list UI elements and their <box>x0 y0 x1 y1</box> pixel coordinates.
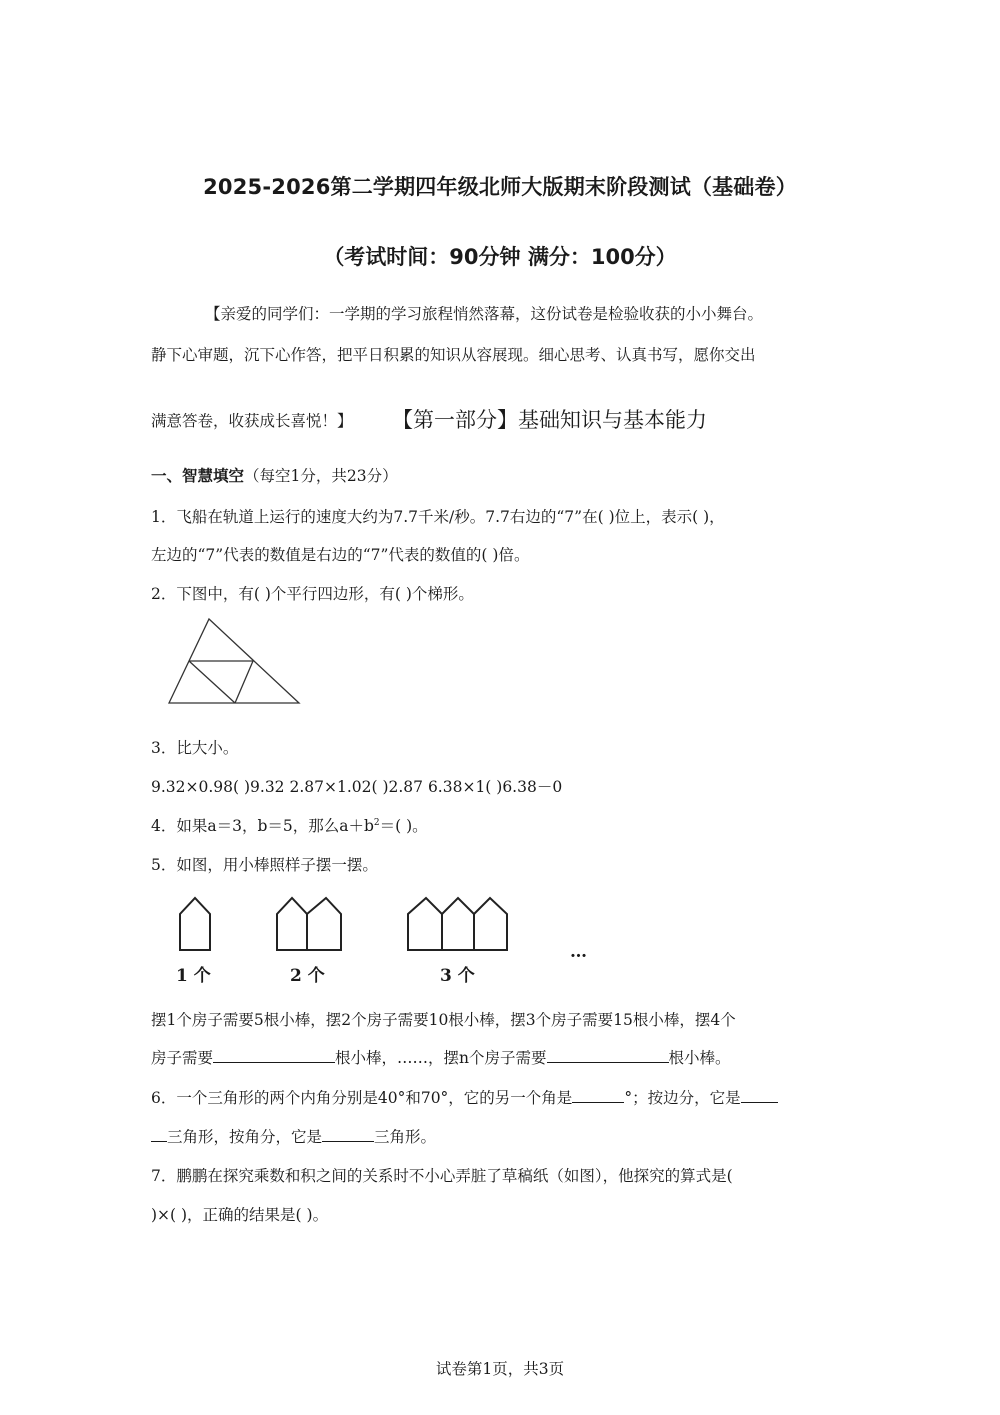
q5-line-2: 摆1个房子需要5根小棒，摆2个房子需要10根小棒，摆3个房子需要15根小棒，摆4个 <box>151 1011 736 1029</box>
triangle-figure <box>165 615 305 710</box>
q6-text-c: 三角形，按角分，它是 <box>167 1128 323 1146</box>
q3-line-1: 3．比大小。 <box>151 739 239 757</box>
q1-line-1: 1．飞船在轨道上运行的速度大约为7.7千米/秒。7.7右边的“7”在( )位上，表示( )， <box>151 508 725 526</box>
section-title: 一、智慧填空 <box>151 467 245 485</box>
q4-line <box>151 814 428 836</box>
q4-text-a: 4．如果a＝3，b＝5，那么a＋b <box>151 817 374 835</box>
q6-blank-side-type-a[interactable] <box>741 1088 778 1103</box>
q6-text-d: 三角形。 <box>374 1128 437 1146</box>
q1-line-2: 左边的“7”代表的数值是右边的“7”代表的数值的( )倍。 <box>151 546 530 564</box>
intro-line-3: 满意答卷，收获成长喜悦！】 <box>151 412 353 430</box>
q5-text-c: 根小棒。 <box>668 1049 731 1067</box>
q5-line-3 <box>151 1046 731 1068</box>
page-title: 2025-2026第二学期四年级北师大版期末阶段测试（基础卷） <box>203 175 797 199</box>
q4-text-b: ＝( )。 <box>379 817 428 835</box>
q6-line-2 <box>151 1125 436 1147</box>
q6-line-1 <box>151 1086 778 1108</box>
q6-blank-angle[interactable] <box>572 1088 624 1103</box>
q4-exponent: 2 <box>373 817 380 828</box>
q6-blank-side-type-b[interactable] <box>151 1127 167 1142</box>
house-label-1: 1 个 <box>176 966 211 986</box>
intro-line-2: 静下心审题，沉下心作答，把平日积累的知识从容展现。细心思考、认真书写，愿你交出 <box>151 346 756 364</box>
q6-text-a: 6．一个三角形的两个内角分别是40°和70°，它的另一个角是 <box>151 1089 573 1107</box>
q5-blank-4-houses[interactable] <box>213 1048 335 1063</box>
house-label-3: 3 个 <box>440 966 475 986</box>
house-ellipsis: … <box>570 942 587 962</box>
q5-blank-n-houses[interactable] <box>547 1048 669 1063</box>
q7-line-1: 7．鹏鹏在探究乘数和积之间的关系时不小心弄脏了草稿纸（如图），他探究的算式是( <box>151 1167 733 1185</box>
q6-text-b: °；按边分，它是 <box>624 1089 741 1107</box>
section-heading <box>151 464 398 486</box>
part-heading: 【第一部分】基础知识与基本能力 <box>392 408 707 432</box>
q2-line-1: 2．下图中，有( )个平行四边形，有( )个梯形。 <box>151 585 474 603</box>
intro-line-1: 【亲爱的同学们：一学期的学习旅程悄然落幕，这份试卷是检验收获的小小舞台。 <box>205 305 764 323</box>
q7-line-2: )×( )，正确的结果是( )。 <box>151 1206 329 1224</box>
section-score-note: （每空1分，共23分） <box>244 467 398 485</box>
q3-compare-row: 9.32×0.98( )9.32 2.87×1.02( )2.87 6.38×1( )6.38－0 <box>151 778 563 796</box>
houses-figure <box>170 892 600 954</box>
q5-text-a: 房子需要 <box>151 1049 214 1067</box>
page-footer: 试卷第1页，共3页 <box>435 1360 565 1378</box>
house-label-2: 2 个 <box>290 966 325 986</box>
q5-text-b: 根小棒，……，摆n个房子需要 <box>335 1049 547 1067</box>
q5-line-1: 5．如图，用小棒照样子摆一摆。 <box>151 856 378 874</box>
q6-blank-angle-type[interactable] <box>322 1127 374 1142</box>
exam-info: （考试时间：90分钟 满分：100分） <box>323 245 677 269</box>
